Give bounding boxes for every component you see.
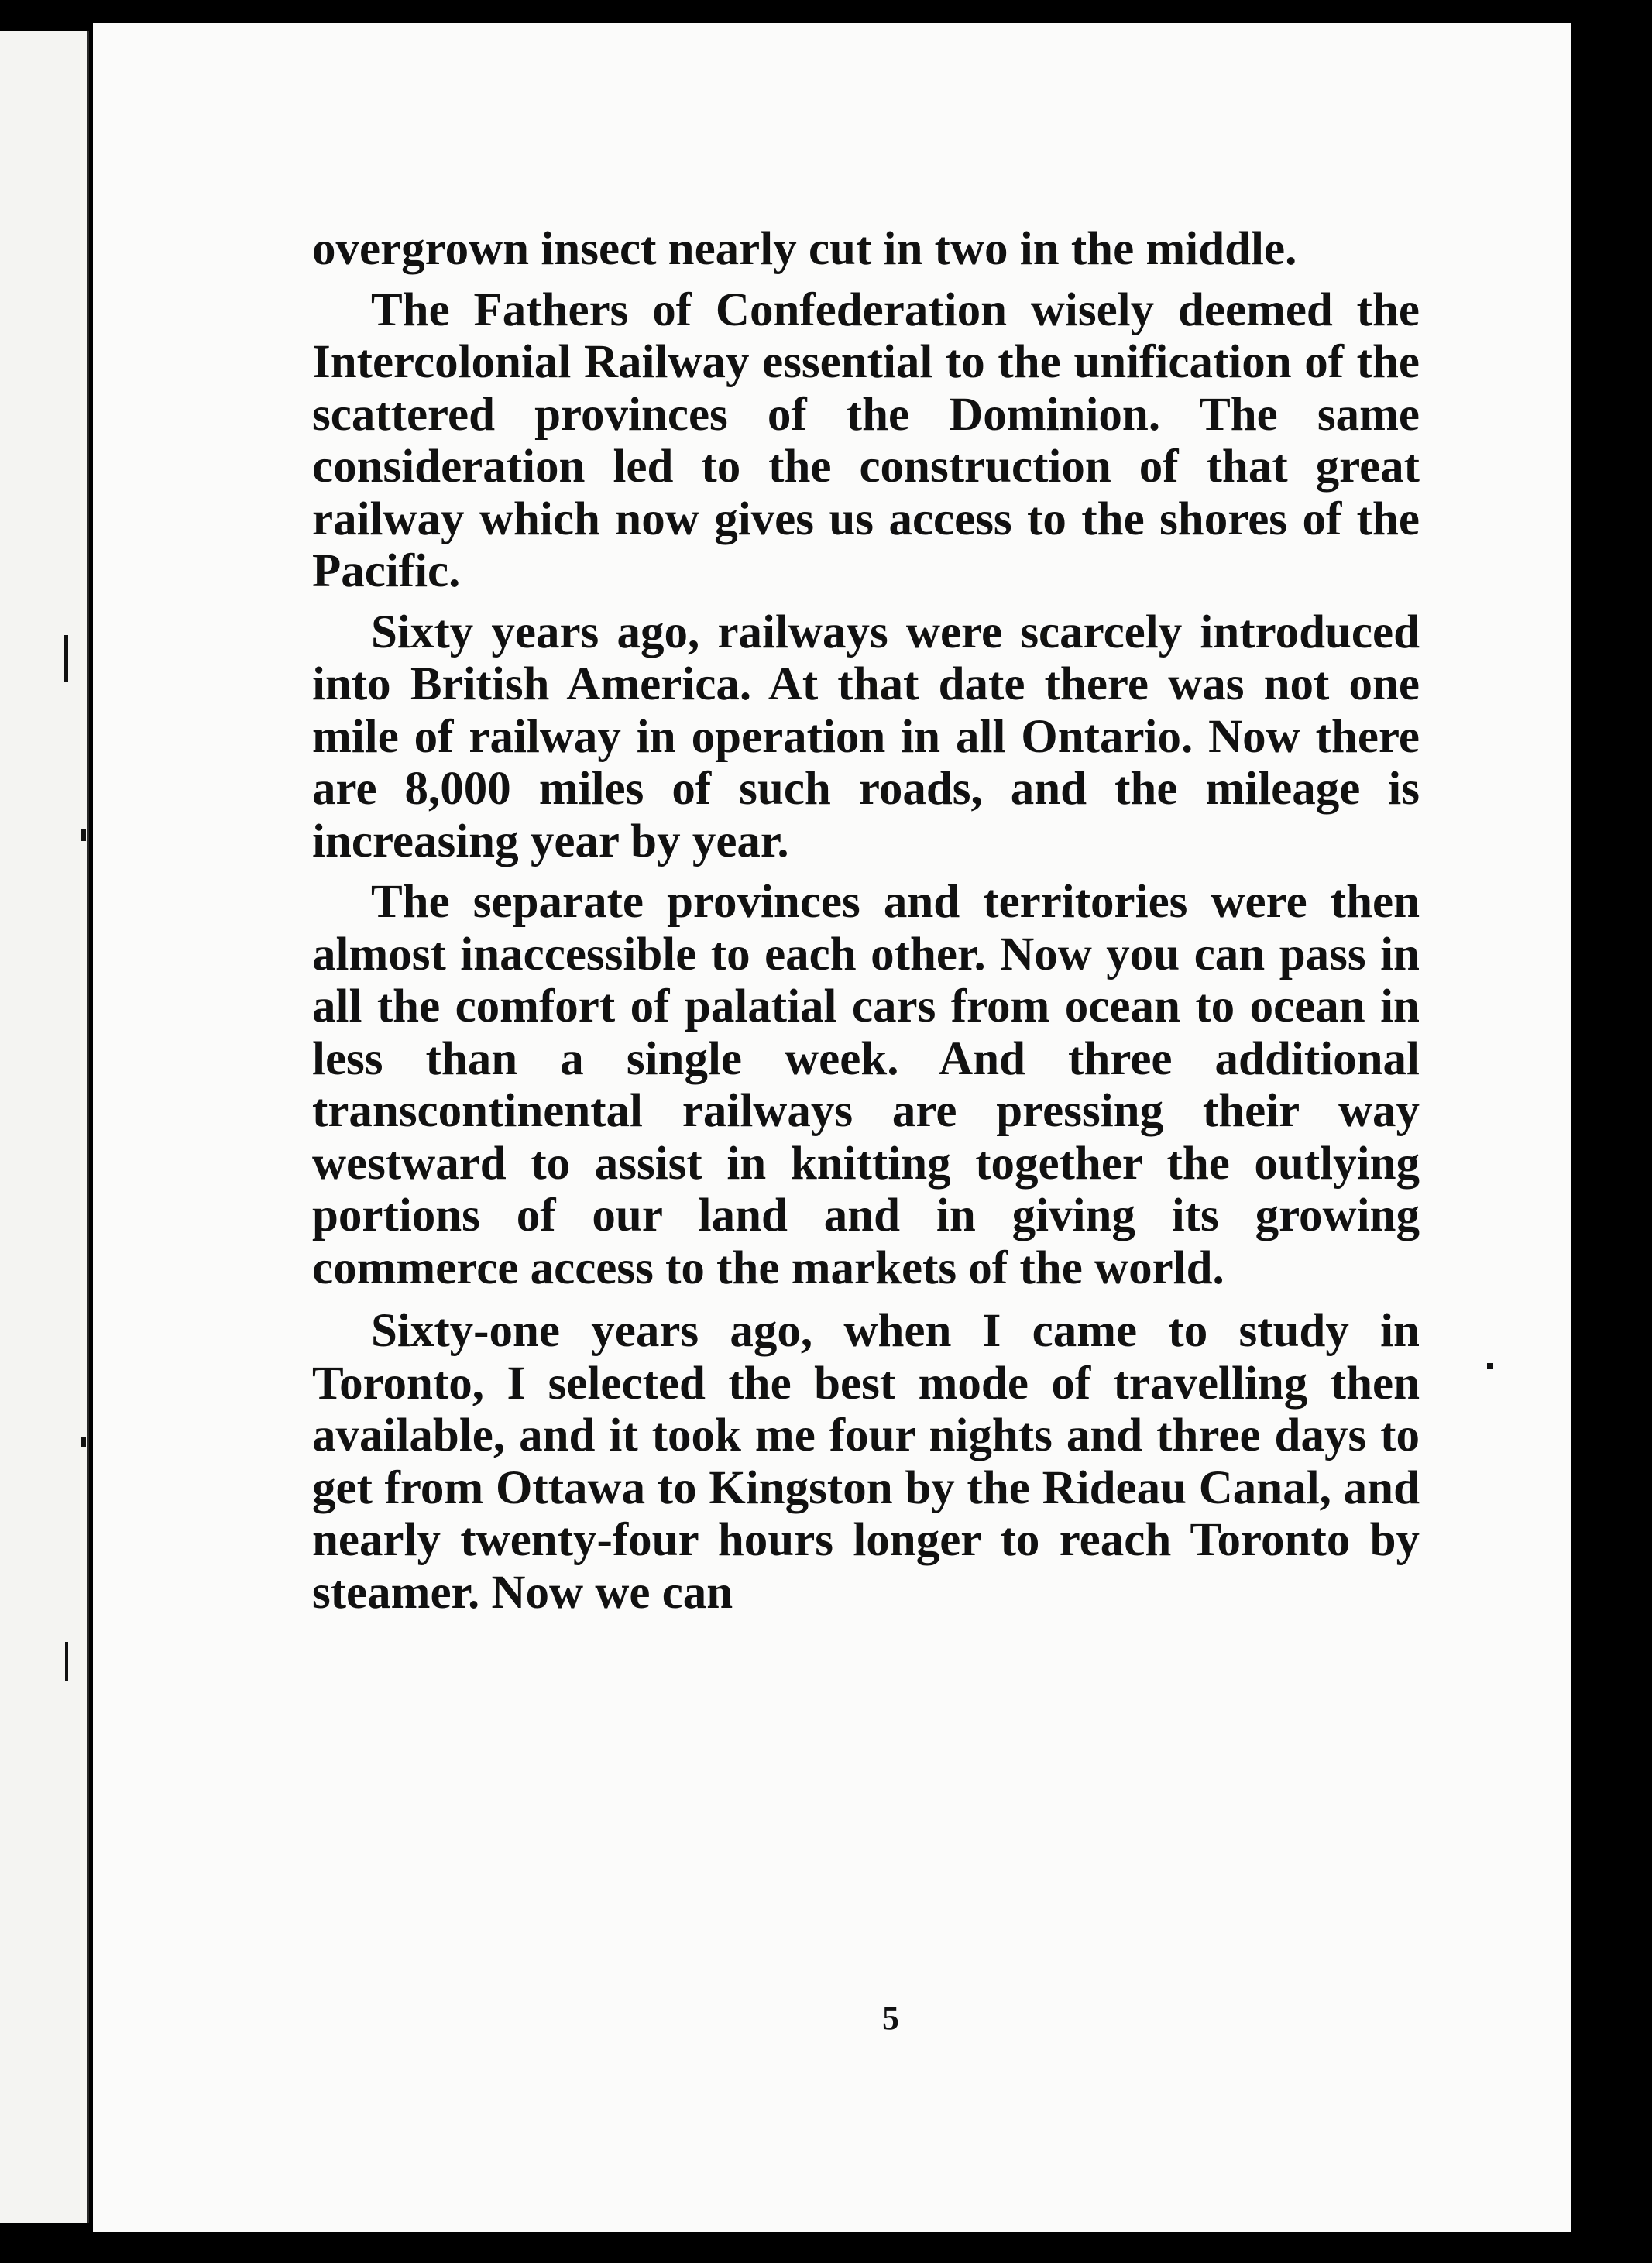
margin-mark — [81, 1437, 86, 1447]
paragraph: The Fathers of Confederation wisely deemed the Intercolonial Railway essential to the unification of the scattered provinces of the Dominion. The same consideration led to the construction of that great railway which now gives us access to the shores of the Pacific. — [312, 283, 1420, 597]
paragraph: The separate provinces and territories were then almost inaccessible to each other. Now you can pass in all the comfort of palatial cars from ocean to ocean in less than a single week. And three additional transcontinental railways are pressing their way westward to assist in knitting together the outlying portions of our land and in giving its growing commerce access to the markets of the world. — [312, 876, 1420, 1294]
paragraph: overgrown insect nearly cut in two in the middle. — [312, 223, 1297, 275]
margin-mark — [65, 1642, 68, 1681]
paragraph: Sixty years ago, railways were scarcely introduced into British America. At that date there was not one mile of railway in operation in all Ontario. Now there are 8,000 miles of such roads, and the mileage is increasing year by year. — [312, 606, 1420, 867]
margin-mark — [81, 829, 86, 841]
margin-mark — [64, 635, 68, 682]
body-text — [312, 223, 1420, 1627]
paragraph: Sixty-one years ago, when I came to study in Toronto, I selected the best mode of travelling then available, and it took me four nights and three days to get from Ottawa to Kingston by the Rideau Canal, and nearly twenty-four hours longer to reach Toronto by steamer. Now we can — [312, 1305, 1420, 1619]
edge-mark — [1487, 1363, 1493, 1369]
page-number: 5 — [882, 1999, 899, 2037]
facing-page-edge — [0, 31, 89, 2223]
book-page — [93, 23, 1571, 2232]
